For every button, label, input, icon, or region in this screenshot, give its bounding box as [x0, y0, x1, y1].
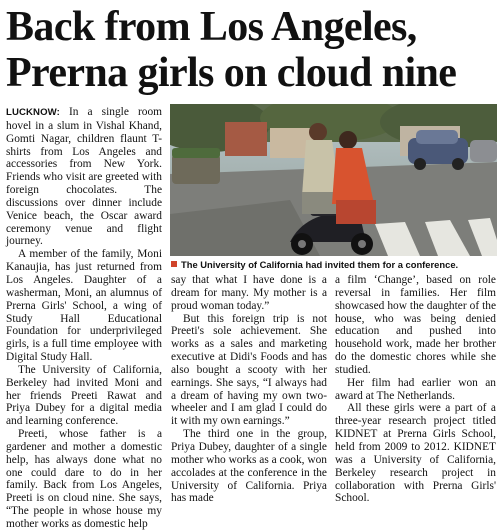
dateline: LUCKNOW:: [6, 107, 60, 118]
article-paragraph: But this foreign trip is not Preeti's sole achievement. She works as a sales and marketing executive at Didi's Foods and has also bought a scooty with her earnings. She says, “I always had a dream of having my own two-wheeler and I am glad I could do it with my own earnings.”: [171, 312, 327, 428]
article-paragraph: The University of California, Berkeley had invited Moni and her friends Preeti Rawat and Priya Dubey for a digital media and learning conference.: [6, 363, 162, 428]
caption-text: The University of California had invited them for a conference.: [181, 259, 459, 270]
article-paragraph: The third one in the group, Priya Dubey, daughter of a single mother who works as a cook, won accolades at the conference in the University of California. Priya has made: [171, 428, 327, 505]
article-paragraph: Her film had earlier won an award at The Netherlands.: [335, 376, 496, 402]
article-column-2: [171, 274, 327, 505]
photo-caption: [171, 259, 497, 271]
article-column-1: [6, 106, 162, 531]
article-paragraph: A member of the family, Moni Kanaujia, has just returned from Los Angeles. Daughter of a washerman, Moni, an alumnus of Prerna Girls' School, a wing of Study Hall Educational Foundation for underprivileged girls, is a full time employee with Digital Study Hall.: [6, 248, 162, 364]
article-paragraph: Preeti, whose father is a gardener and mother a domestic help, has always done what no one could dare to do in her family. Back from Los Angeles, Preeti is on cloud nine. She says, “The people in whose house my mother works as domestic help: [6, 428, 162, 530]
article-paragraph: a film ‘Change’, based on role reversal in families. Her film showcased how the daughter of the house, who was being denied education and pushed into household work, made her brother do the domestic chores while she studied.: [335, 274, 496, 376]
headline-line-1: Back from Los Angeles,: [6, 4, 417, 50]
paragraph-text: In a single room hovel in a slum in Vishal Khand, Gomti Nagar, children flaunt T-shirts from Los Angeles and accessories from New York. Friends who visit are greeted with foreign chocolates. The discussions over dinner include Venice beach, the Oscar award ceremony venue and flight journey.: [6, 106, 162, 248]
headline: [6, 4, 496, 96]
article-paragraph: All these girls were a part of a three-year research project titled KIDNET at Prerna Girls School, held from 2009 to 2012. KIDNET was a University of California, Berkeley research project in collaboration with Prerna Girls' School.: [335, 402, 496, 505]
article-column-3: [335, 274, 496, 505]
headline-line-2: Prerna girls on cloud nine: [6, 50, 457, 96]
news-photo: [170, 104, 497, 256]
photo-scooter-riders: [170, 104, 497, 256]
article-paragraph: [6, 106, 162, 248]
article-paragraph: say that what I have done is a dream for many. My mother is a proud woman today.”: [171, 274, 327, 312]
caption-marker-icon: [171, 261, 177, 267]
